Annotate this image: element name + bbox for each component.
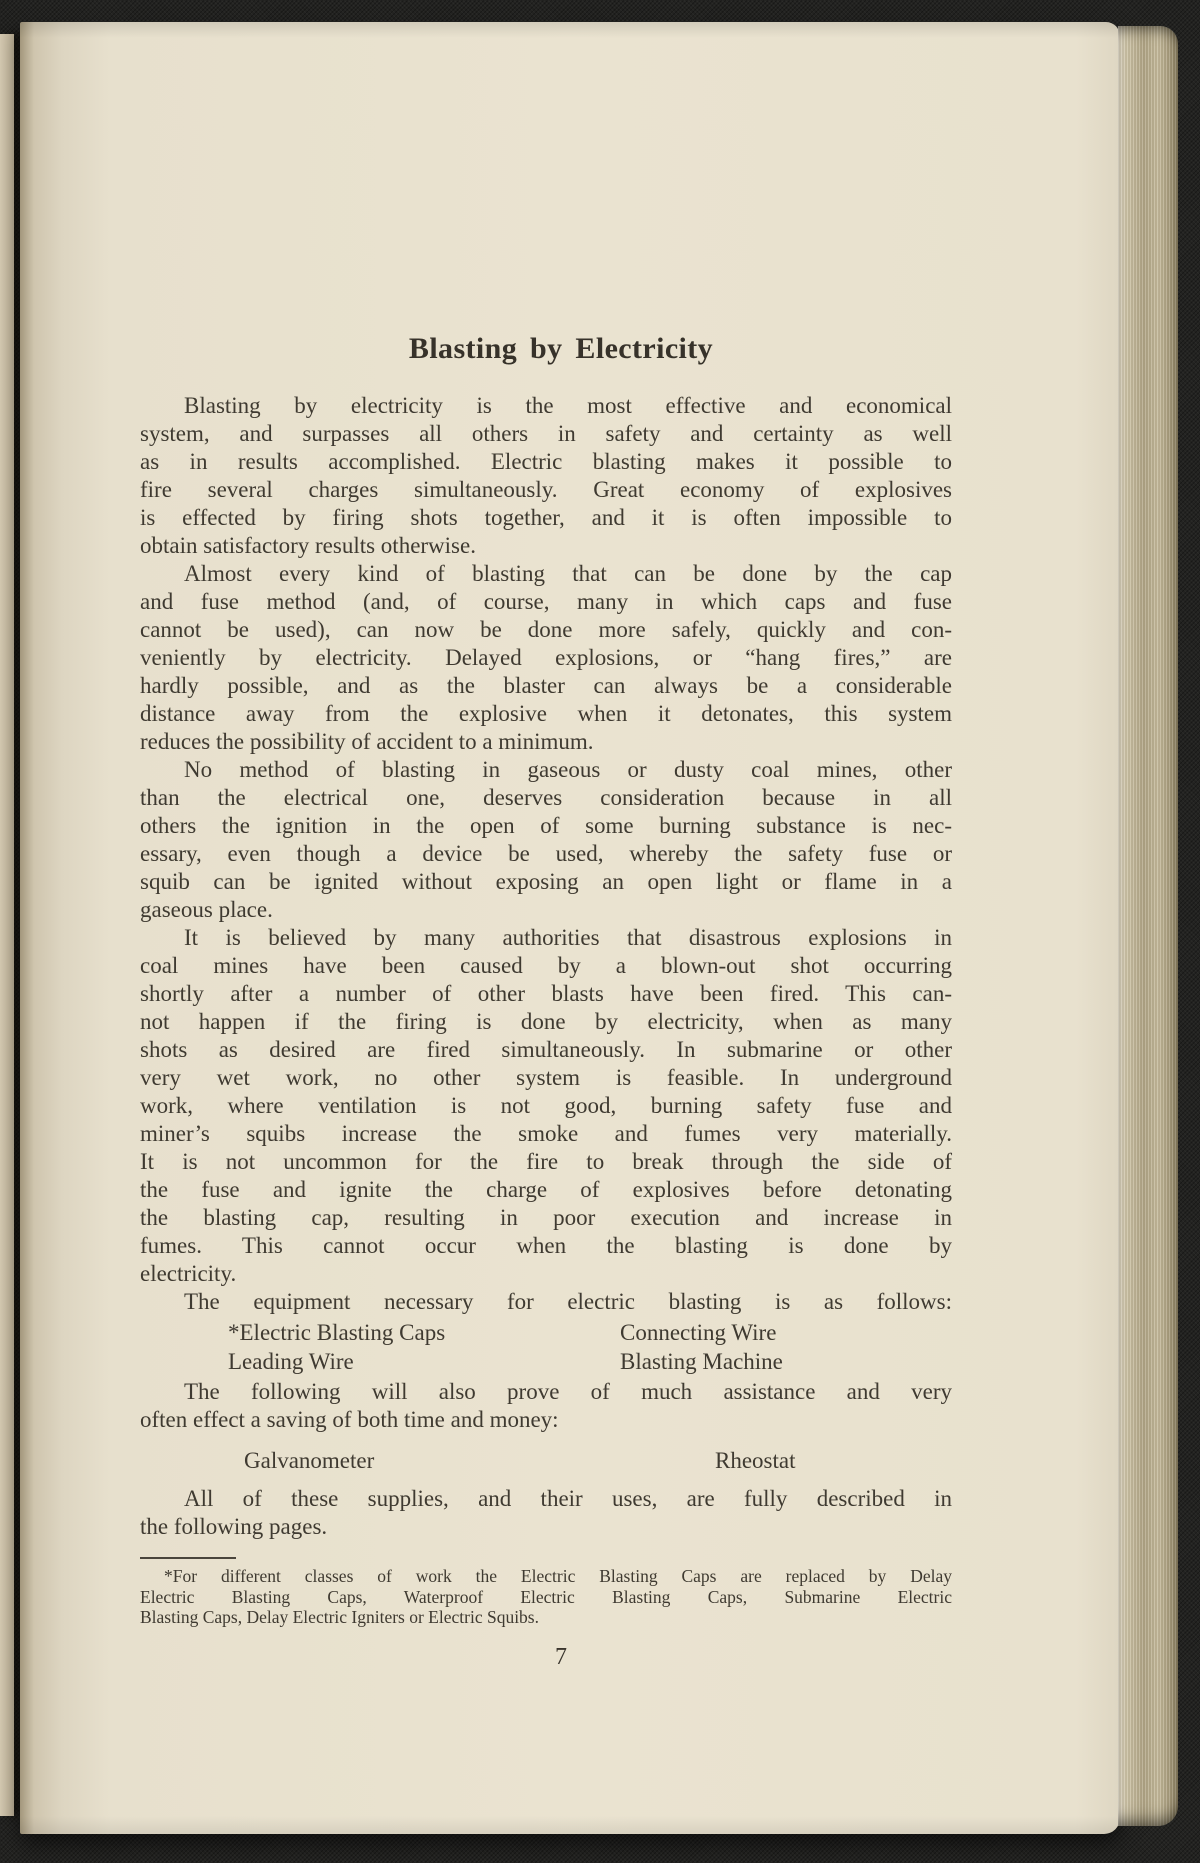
text-line: as in results accomplished. Electric blasting makes it possible to xyxy=(140,449,952,474)
paragraph xyxy=(140,1485,952,1541)
footnote xyxy=(140,1566,952,1628)
text-line: shots as desired are fired simultaneously. In submarine or other xyxy=(140,1037,952,1062)
paragraph xyxy=(140,1378,952,1434)
text-line: shortly after a number of other blasts have been fired. This can- xyxy=(140,981,952,1006)
two-column-list xyxy=(140,1446,952,1475)
body-flow xyxy=(140,392,952,1541)
text-line: electricity. xyxy=(140,1261,237,1286)
text-line: not happen if the firing is done by electricity, when as many xyxy=(140,1009,952,1034)
text-line: fire several charges simultaneously. Great economy of explosives xyxy=(140,477,952,502)
footnote-line: Blasting Caps, Delay Electric Igniters or Electric Squibs. xyxy=(140,1607,539,1627)
text-line: miner’s squibs increase the smoke and fumes very materially. xyxy=(140,1121,952,1146)
text-line: fumes. This cannot occur when the blasting is done by xyxy=(140,1233,952,1258)
text-line: Almost every kind of blasting that can be done by the cap xyxy=(184,561,952,586)
two-column-list xyxy=(140,1318,952,1376)
list-item: Connecting Wire xyxy=(620,1320,777,1345)
text-line: and fuse method (and, of course, many in which caps and fuse xyxy=(140,589,952,614)
text-line: system, and surpasses all others in safety and certainty as well xyxy=(140,421,952,446)
text-line: others the ignition in the open of some burning substance is nec- xyxy=(140,813,952,838)
paragraph xyxy=(140,392,952,560)
text-line: The equipment necessary for electric blasting is as follows: xyxy=(184,1289,952,1314)
text-line: The following will also prove of much assistance and very xyxy=(184,1379,952,1404)
text-line: hardly possible, and as the blaster can always be a considerable xyxy=(140,673,952,698)
text-line: is effected by firing shots together, and it is often impossible to xyxy=(140,505,952,530)
text-line: obtain satisfactory results otherwise. xyxy=(140,533,476,558)
book-page xyxy=(20,22,1120,1834)
text-line: It is believed by many authorities that disastrous explosions in xyxy=(184,925,952,950)
text-line: than the electrical one, deserves consideration because in all xyxy=(140,785,952,810)
text-line: the following pages. xyxy=(140,1514,328,1539)
list-item: Leading Wire xyxy=(228,1349,354,1374)
text-line: coal mines have been caused by a blown-out shot occurring xyxy=(140,953,952,978)
footnote-line: Electric Blasting Caps, Waterproof Electric Blasting Caps, Submarine Electric xyxy=(140,1586,952,1607)
list-row xyxy=(140,1347,952,1376)
previous-page-edge xyxy=(0,34,14,1816)
text-line: All of these supplies, and their uses, are fully described in xyxy=(184,1486,952,1511)
page-title: Blasting by Electricity xyxy=(408,332,714,365)
text-line: gaseous place. xyxy=(140,897,273,922)
list-row xyxy=(140,1318,952,1347)
page-number: 7 xyxy=(555,1643,567,1670)
paragraph xyxy=(140,1288,952,1316)
list-item: *Electric Blasting Caps xyxy=(228,1320,446,1345)
list-item: Blasting Machine xyxy=(620,1349,783,1374)
list-row xyxy=(140,1446,952,1475)
page-content xyxy=(140,332,952,1671)
paragraph xyxy=(140,756,952,924)
text-line: veniently by electricity. Delayed explosions, or “hang fires,” are xyxy=(140,645,952,670)
text-line: the fuse and ignite the charge of explosives before detonating xyxy=(140,1177,952,1202)
text-line: work, where ventilation is not good, burning safety fuse and xyxy=(140,1093,952,1118)
text-line: distance away from the explosive when it detonates, this system xyxy=(140,701,952,726)
text-line: Blasting by electricity is the most effective and economical xyxy=(184,393,952,418)
page-edge-stack xyxy=(1118,26,1178,1826)
text-line: reduces the possibility of accident to a minimum. xyxy=(140,729,594,754)
footnote-line: *For different classes of work the Electric Blasting Caps are replaced by Delay xyxy=(164,1566,952,1586)
list-item: Rheostat xyxy=(715,1448,796,1473)
paragraph xyxy=(140,924,952,1288)
text-line: the blasting cap, resulting in poor execution and increase in xyxy=(140,1205,952,1230)
text-line: squib can be ignited without exposing an open light or flame in a xyxy=(140,869,952,894)
footnote-rule xyxy=(140,1557,236,1559)
text-line: very wet work, no other system is feasible. In underground xyxy=(140,1065,952,1090)
paragraph xyxy=(140,560,952,756)
text-line: often effect a saving of both time and money: xyxy=(140,1407,559,1432)
text-line: cannot be used), can now be done more safely, quickly and con- xyxy=(140,617,952,642)
text-line: It is not uncommon for the fire to break through the side of xyxy=(140,1149,952,1174)
text-line: essary, even though a device be used, whereby the safety fuse or xyxy=(140,841,952,866)
text-line: No method of blasting in gaseous or dusty coal mines, other xyxy=(184,757,952,782)
list-item: Galvanometer xyxy=(244,1448,375,1473)
